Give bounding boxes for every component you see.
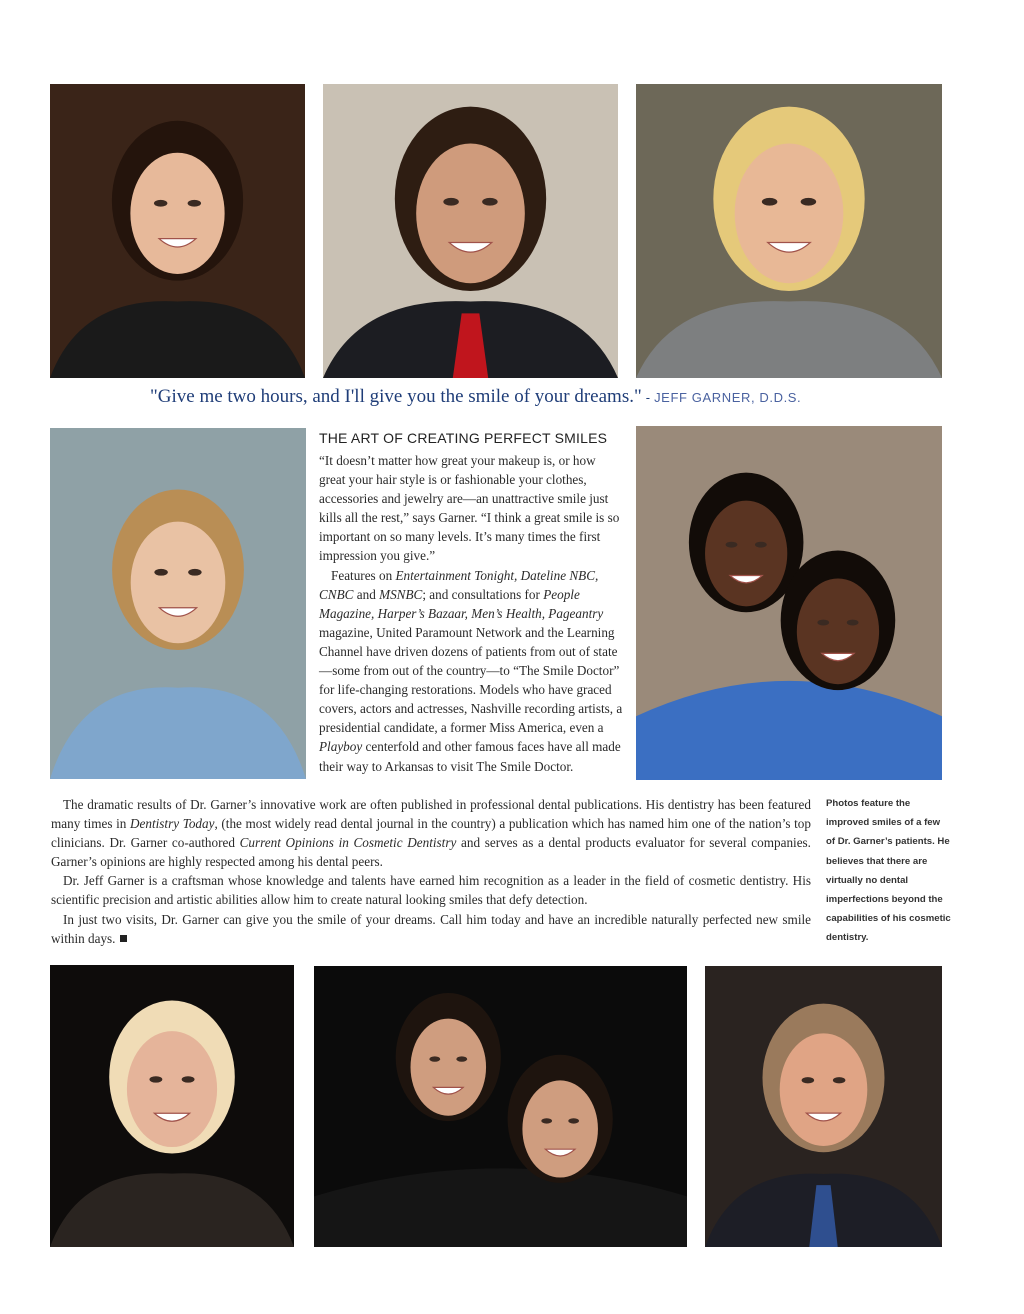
italic-title: MSNBC [379,586,423,602]
italic-title: People Magazine, Harper’s Bazaar, Men’s Health, Pageantry [319,586,604,621]
face [112,121,243,281]
column-paragraph: Features on Entertainment Tonight, Dateline NBC, CNBC and MSNBC; and consultations for People Magazine, Harper’s Bazaar, Men’s Health, Pageantry magazine, United Paramount Network and the Learning Channel have driven dozens of patients from out of state—some from out of the country—to “The Smile Doctor” for life-changing restorations. Models who have graced covers, actors and actresses, Nashville recording artists, a presidential candidate, a former Miss America, even a Playboy centerfold and other famous faces have all made their way to Arkansas to visit The Smile Doctor. [319,567,623,774]
portrait-image [636,426,942,780]
face-right [781,551,896,691]
column-paragraph: “It doesn’t matter how great your makeup is, or how great your hair style is or fashionable your clothes, accessories and jewelry are—an unattractive smile just kills all the rest,” says Garner. “I think a great smile is so important on so many levels. It’s many times the first impression you give.” [319,453,620,564]
portrait-image [705,966,942,1247]
face-left [396,993,501,1121]
face-right [508,1055,613,1183]
portrait-image [314,966,687,1247]
italic-title: Entertainment Tonight, Dateline NBC, CNBC [319,567,599,602]
photo-man-in-suit [323,84,618,378]
pull-quote [150,386,870,408]
end-mark-icon [120,935,127,942]
photo-couple [636,426,942,780]
face [395,107,546,291]
body-paragraph: In just two visits, Dr. Garner can give you the smile of your dreams. Call him today and have an incredible naturally perfected new smile within days. [51,911,811,946]
portrait-image [50,84,305,378]
article-column-text [319,451,624,776]
photo-older-woman [50,965,294,1247]
article-heading: THE ART OF CREATING PERFECT SMILES [319,430,608,446]
body-paragraph: The dramatic results of Dr. Garner’s innovative work are often published in professional dental publications. His dentistry has been featured many times in Dentistry Today, (the most widely read dental journal in the country) a publication which has named him one of the nation’s top clinicians. Dr. Garner co-authored Current Opinions in Cosmetic Dentistry and serves as a dental products evaluator for several companies. Garner’s opinions are highly respected among his dental peers. [51,797,811,870]
face [762,1004,884,1153]
body-paragraph: Dr. Jeff Garner is a craftsman whose knowledge and talents have earned him recognition as a leader in the field of cosmetic dentistry. His scientific precision and artistic abilities allow him to create natural looking smiles that defy detection. [51,873,811,908]
photo-woman-with-jewelry [50,428,306,779]
italic-title: Dentistry Today [130,816,215,832]
portrait-image [323,84,618,378]
face [112,490,244,651]
photo-older-man [705,966,942,1247]
portrait-image [50,965,294,1247]
italic-title: Current Opinions in Cosmetic Dentistry [239,835,457,851]
italic-title: Playboy [319,739,363,755]
portrait-image [636,84,942,378]
face [109,1001,235,1154]
quote-text: "Give me two hours, and I'll give you the smile of your dreams." [150,386,642,407]
photo-caption: Photos feature the improved smiles of a few of Dr. Garner’s patients. He believes that there are virtually no dental imperfections beyond the capabilities of his cosmetic dentistry. [826,798,951,944]
quote-attribution: JEFF GARNER, D.D.S. [654,390,802,405]
portrait-image [50,428,306,779]
photo-smiling-couple [314,966,687,1247]
quote-separator: - [645,390,651,405]
article-body-text [51,795,811,948]
photo-brunette-woman [50,84,305,378]
photo-blonde-woman [636,84,942,378]
face [713,107,864,291]
